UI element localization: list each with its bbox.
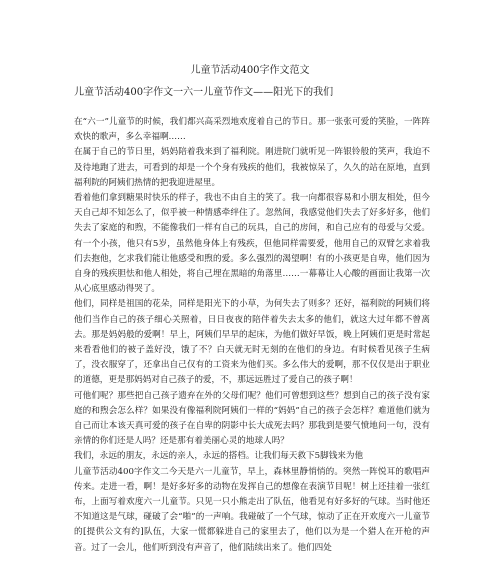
paragraph-3: 看着他们拿到糖果时快乐的样子，我也不由自主的笑了。我一向都很容易和小朋友相处，但今天自己却不知怎么了，似乎被一种情感牵绊住了。忽然间，我感觉他们失去了好多好多，他们失去了家庭的和煦，不能像我们一样有自己的玩具，自己的房间，和自己应有的母爱与父爱。有一个小孩，他只有5岁，虽然他身体上有残疾，但他同样需要爱，他用自己的双臂乞求着我们去抱他，乞求我们能让他感受和煦的爱。多么强烈的渴望啊！有的小孩更是自卑，他们因为自身的残疾胆怯和他人相处，将自己埋在黑暗的角落里……一幕幕让人心酸的画面让我第一次从心底里感动得哭了。: [74, 193, 430, 295]
paragraph-5: 可他们呢？那些把自己孩子遗弃在外的父母们呢？他们可曾想到这些？想到自己的孩子没有家庭的和煦会怎么样？如果没有像福利院阿姨们一样的“妈妈”自己的孩子会怎样？难道他们就为自己而让本该天真可爱的孩子在自卑的阴影中长大成死去吗？那我到是要气愤地问一句，没有亲情的你们还是人吗？还是那有着美丽心灵的地球人吗？: [74, 390, 430, 447]
paragraph-1: 在“六一”儿童节的时候，我们都兴高采烈地欢度着自己的节日。那一张张可爱的笑脸，一阵阵欢快的歌声，多么幸福啊……: [74, 117, 430, 143]
paragraph-6: 我们，永远的朋友，永远的亲人，永远的搭档。让我们每天救下5脚钱来为他: [74, 451, 364, 462]
paragraph-7: 儿童节活动400字作文二今天是六一儿童节，早上，森林里静悄悄的。突然一阵悦耳的歌唱声传来。走进一看，啊！是好多好多的动物在发挥自己的想像在表演节目呢！树上还挂着一张红布，上面写着欢度六一儿童节。只见一只小熊走出了队伍，他看见有好多好的气球。当时他还不知道这是气球，碰破了会“啪”的一声响。我碰破了一个气球，惊动了正在开欢度六一儿童节的[提供公文有约]队伍，大家一慌都躲进自己的家里去了，他们以为是一个猎人在开枪的声音。过了一会儿，他们听到没有声音了，他们陆续出来了。他们四处: [74, 466, 430, 553]
document-title: 儿童节活动400字作文范文: [190, 65, 310, 76]
document-subtitle: 儿童节活动400字作文一六一儿童节作文——阳光下的我们: [74, 87, 334, 98]
paragraph-4: 他们，同样是祖国的花朵，同样是阳光下的小草，为何失去了则多？还好，福利院的阿姨们将他们当作自己的孩子细心关照着，日日夜夜的陪伴着失去太多的他们，就这大过年都不曾离去。那是妈妈般的爱啊！早上，阿姨们早早的起床，为他们做好早饭，晚上阿姨们更是时常起来看看他们的被子盖好没，饿了不？白天就无时无刻的在他们的身边。有时候看见孩子生病了，没衣服穿了，还拿出自己仅有的工资来为他们买。多么伟大的爱啊，那不仅仅是出于职业的道德，更是那妈妈对自己孩子的爱，不，那远远胜过了爱自己的孩子啊！: [74, 299, 430, 386]
document-body: [74, 115, 430, 555]
paragraph-2: 在属于自己的节日里，妈妈陪着我来到了福利院。刚进院门就听见一阵银铃般的笑声，我迫不及待地跑了进去，可看到的却是一个个身有残疾的他们，我被惊呆了，久久的站在原地，直到福利院的阿姨们热情的把我迎进屋里。: [74, 147, 430, 188]
